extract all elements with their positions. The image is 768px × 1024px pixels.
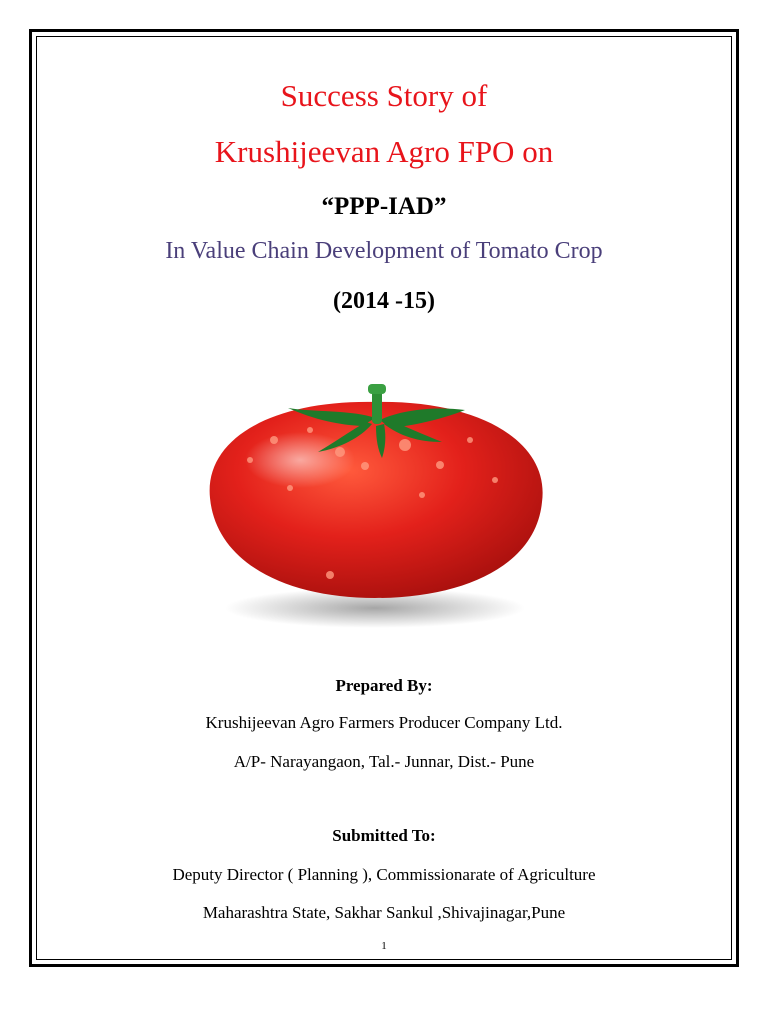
submitted-to-address: Maharashtra State, Sakhar Sankul ,Shivajinagar,Pune — [202, 903, 566, 922]
year-range: (2014 -15) — [333, 288, 435, 314]
subtitle: In Value Chain Development of Tomato Crop — [165, 238, 603, 264]
submitted-to-recipient: Deputy Director ( Planning ), Commissionarate of Agriculture — [172, 865, 596, 884]
submitted-to-heading: Submitted To: — [332, 826, 436, 845]
prepared-by-address: A/P- Narayangaon, Tal.- Junnar, Dist.- Pune — [233, 752, 535, 771]
program-name: “PPP-IAD” — [321, 193, 447, 220]
title-line-1: Success Story of — [280, 78, 488, 113]
page-number: 1 — [381, 940, 387, 952]
tomato-image — [190, 370, 560, 640]
prepared-by-org: Krushijeevan Agro Farmers Producer Company Ltd. — [205, 713, 563, 732]
prepared-by-heading: Prepared By: — [335, 676, 433, 695]
title-line-2: Krushijeevan Agro FPO on — [214, 134, 554, 169]
